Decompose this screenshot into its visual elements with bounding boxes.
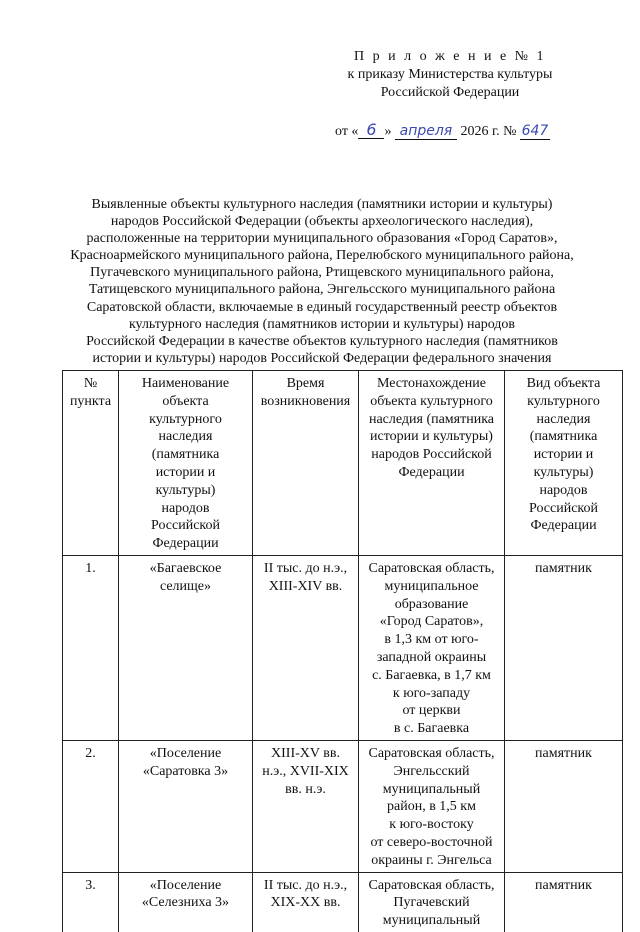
header-type: Вид объекта культурного наследия (памятника истории и культуры) народов Российской Федерации bbox=[505, 371, 623, 556]
order-day-handwritten: 6 bbox=[358, 122, 384, 139]
title-line: Саратовской области, включаемые в единый государственный реестр объектов bbox=[86, 299, 558, 315]
row-time: II тыс. до н.э., XIX-XX вв. bbox=[253, 872, 359, 932]
table-header-row bbox=[63, 371, 623, 556]
document-title bbox=[52, 196, 592, 367]
row-type: памятник bbox=[505, 872, 623, 932]
title-line: Татищевского муниципального района, Энгельсского муниципального района bbox=[88, 282, 556, 298]
title-line: Российской Федерации в качестве объектов культурного наследия (памятников bbox=[86, 333, 558, 349]
title-line: народов Российской Федерации (объекты археологического наследия), bbox=[110, 214, 534, 230]
heritage-objects-table bbox=[62, 370, 623, 932]
order-prefix: от « bbox=[335, 124, 359, 139]
order-number-handwritten: 647 bbox=[521, 123, 549, 139]
order-date-line bbox=[335, 122, 595, 141]
table-row bbox=[63, 872, 623, 932]
row-name: «Поселение «Саратовка 3» bbox=[119, 740, 253, 872]
row-name: «Поселение «Селезниха 3» bbox=[119, 872, 253, 932]
appendix-header bbox=[330, 48, 570, 102]
order-mid: » bbox=[384, 124, 395, 139]
row-time: XIII-XV вв. н.э., XVII-XIX вв. н.э. bbox=[253, 740, 359, 872]
order-month-handwritten: апреля bbox=[395, 123, 457, 140]
title-line: истории и культуры) народов Российской Федерации федерального значения bbox=[92, 350, 552, 366]
row-time: II тыс. до н.э., XIII-XIV вв. bbox=[253, 555, 359, 740]
title-line: расположенные на территории муниципального образования «Город Саратов», bbox=[86, 231, 558, 247]
header-time: Время возникновения bbox=[253, 371, 359, 556]
row-type: памятник bbox=[505, 555, 623, 740]
title-line: Красноармейского муниципального района, Перелюбского муниципального района, bbox=[70, 248, 574, 264]
row-number: 1. bbox=[63, 555, 119, 740]
header-number: № пункта bbox=[63, 371, 119, 556]
row-type: памятник bbox=[505, 740, 623, 872]
title-line: культурного наследия (памятников истории и культуры) народов bbox=[128, 316, 516, 332]
title-line: Выявленные объекты культурного наследия (памятники истории и культуры) bbox=[91, 197, 553, 212]
row-number: 2. bbox=[63, 740, 119, 872]
row-location: Саратовская область, муниципальное образование «Город Саратов», в 1,3 км от юго- западной окраины с. Багаевка, в 1,7 км к юго-западу от церкви в с. Багаевка bbox=[359, 555, 505, 740]
appendix-ministry-line: к приказу Министерства культуры bbox=[347, 67, 553, 82]
row-number: 3. bbox=[63, 872, 119, 932]
row-location: Саратовская область, Энгельсский муниципальный район, в 1,5 км к юго-востоку от северо-восточной окраины г. Энгельса bbox=[359, 740, 505, 872]
title-line: Пугачевского муниципального района, Ртищевского муниципального района, bbox=[90, 265, 554, 281]
appendix-federation-line: Российской Федерации bbox=[380, 85, 520, 100]
table-row bbox=[63, 555, 623, 740]
row-location: Саратовская область, Пугачевский муниципальный bbox=[359, 872, 505, 932]
appendix-title: П р и л о ж е н и е № 1 bbox=[353, 49, 547, 64]
header-location: Местонахождение объекта культурного наследия (памятника истории и культуры) народов Российской Федерации bbox=[359, 371, 505, 556]
header-name: Наименование объекта культурного наследия (памятника истории и культуры) народов Российской Федерации bbox=[119, 371, 253, 556]
order-year-text: 2026 г. № bbox=[456, 124, 520, 139]
row-name: «Багаевское селище» bbox=[119, 555, 253, 740]
table-row bbox=[63, 740, 623, 872]
